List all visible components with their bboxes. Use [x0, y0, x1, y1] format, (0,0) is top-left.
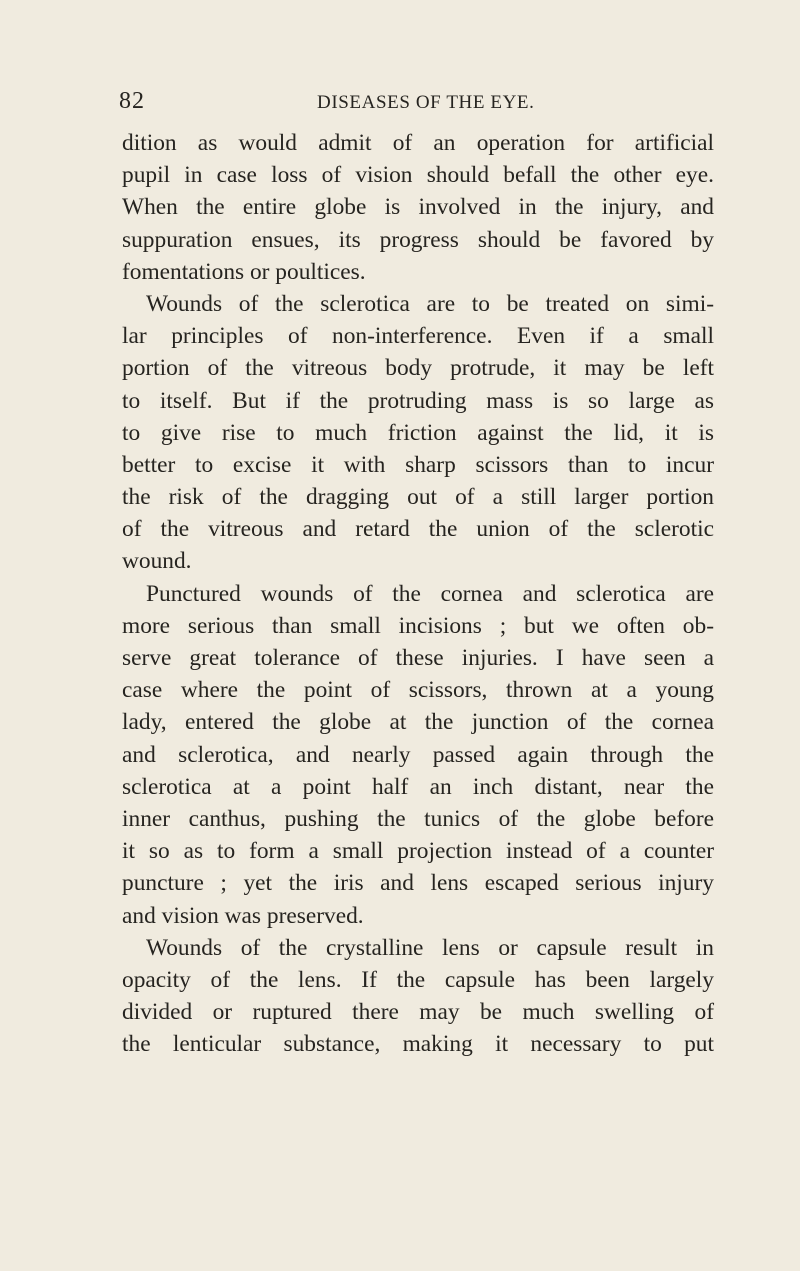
text-line: of the vitreous and retard the union of the sclerotic: [122, 516, 714, 543]
page-number: 82: [119, 88, 145, 114]
text-line: and sclerotica, and nearly passed again through the: [122, 741, 714, 768]
text-line: case where the point of scissors, thrown at a young: [122, 677, 714, 704]
text-line: suppuration ensues, its progress should be favored by: [122, 226, 714, 253]
text-line: puncture ; yet the iris and lens escaped serious injury: [122, 870, 714, 897]
text-line: portion of the vitreous body protrude, it may be left: [122, 355, 714, 382]
text-line: the lenticular substance, making it necessary to put: [122, 1031, 714, 1058]
text-line: serve great tolerance of these injuries. I have seen a: [122, 645, 714, 671]
text-line: to itself. But if the protruding mass is so large as: [122, 387, 714, 414]
running-head: [119, 88, 711, 118]
text-line: lady, entered the globe at the junction of the cornea: [122, 709, 714, 736]
text-line: Punctured wounds of the cornea and sclerotica are: [146, 580, 714, 607]
text-line: divided or ruptured there may be much swelling of: [122, 999, 714, 1026]
text-line: inner canthus, pushing the tunics of the globe before: [122, 805, 714, 832]
text-line: and vision was preserved.: [122, 902, 364, 929]
text-line: the risk of the dragging out of a still larger portion: [122, 484, 714, 511]
text-line: wound.: [122, 548, 192, 575]
text-line: Wounds of the crystalline lens or capsule result in: [146, 934, 714, 961]
text-line: When the entire globe is involved in the injury, and: [122, 194, 714, 221]
text-line: to give rise to much friction against the lid, it is: [122, 419, 714, 446]
text-line: better to excise it with sharp scissors than to incur: [122, 451, 714, 478]
running-title: DISEASES OF THE EYE.: [317, 92, 535, 113]
text-line: it so as to form a small projection instead of a counter: [122, 838, 714, 865]
text-line: sclerotica at a point half an inch distant, near the: [122, 773, 714, 800]
text-line: fomentations or poultices.: [122, 258, 366, 285]
text-line: Wounds of the sclerotica are to be treated on simi-: [146, 290, 714, 317]
text-line: more serious than small incisions ; but we often ob-: [122, 612, 714, 639]
text-line: lar principles of non-interference. Even if a small: [122, 323, 714, 350]
body-text: [122, 127, 714, 1060]
text-line: opacity of the lens. If the capsule has been largely: [122, 966, 714, 993]
text-line: pupil in case loss of vision should befall the other eye.: [122, 162, 714, 189]
text-line: dition as would admit of an operation for artificial: [122, 130, 714, 156]
